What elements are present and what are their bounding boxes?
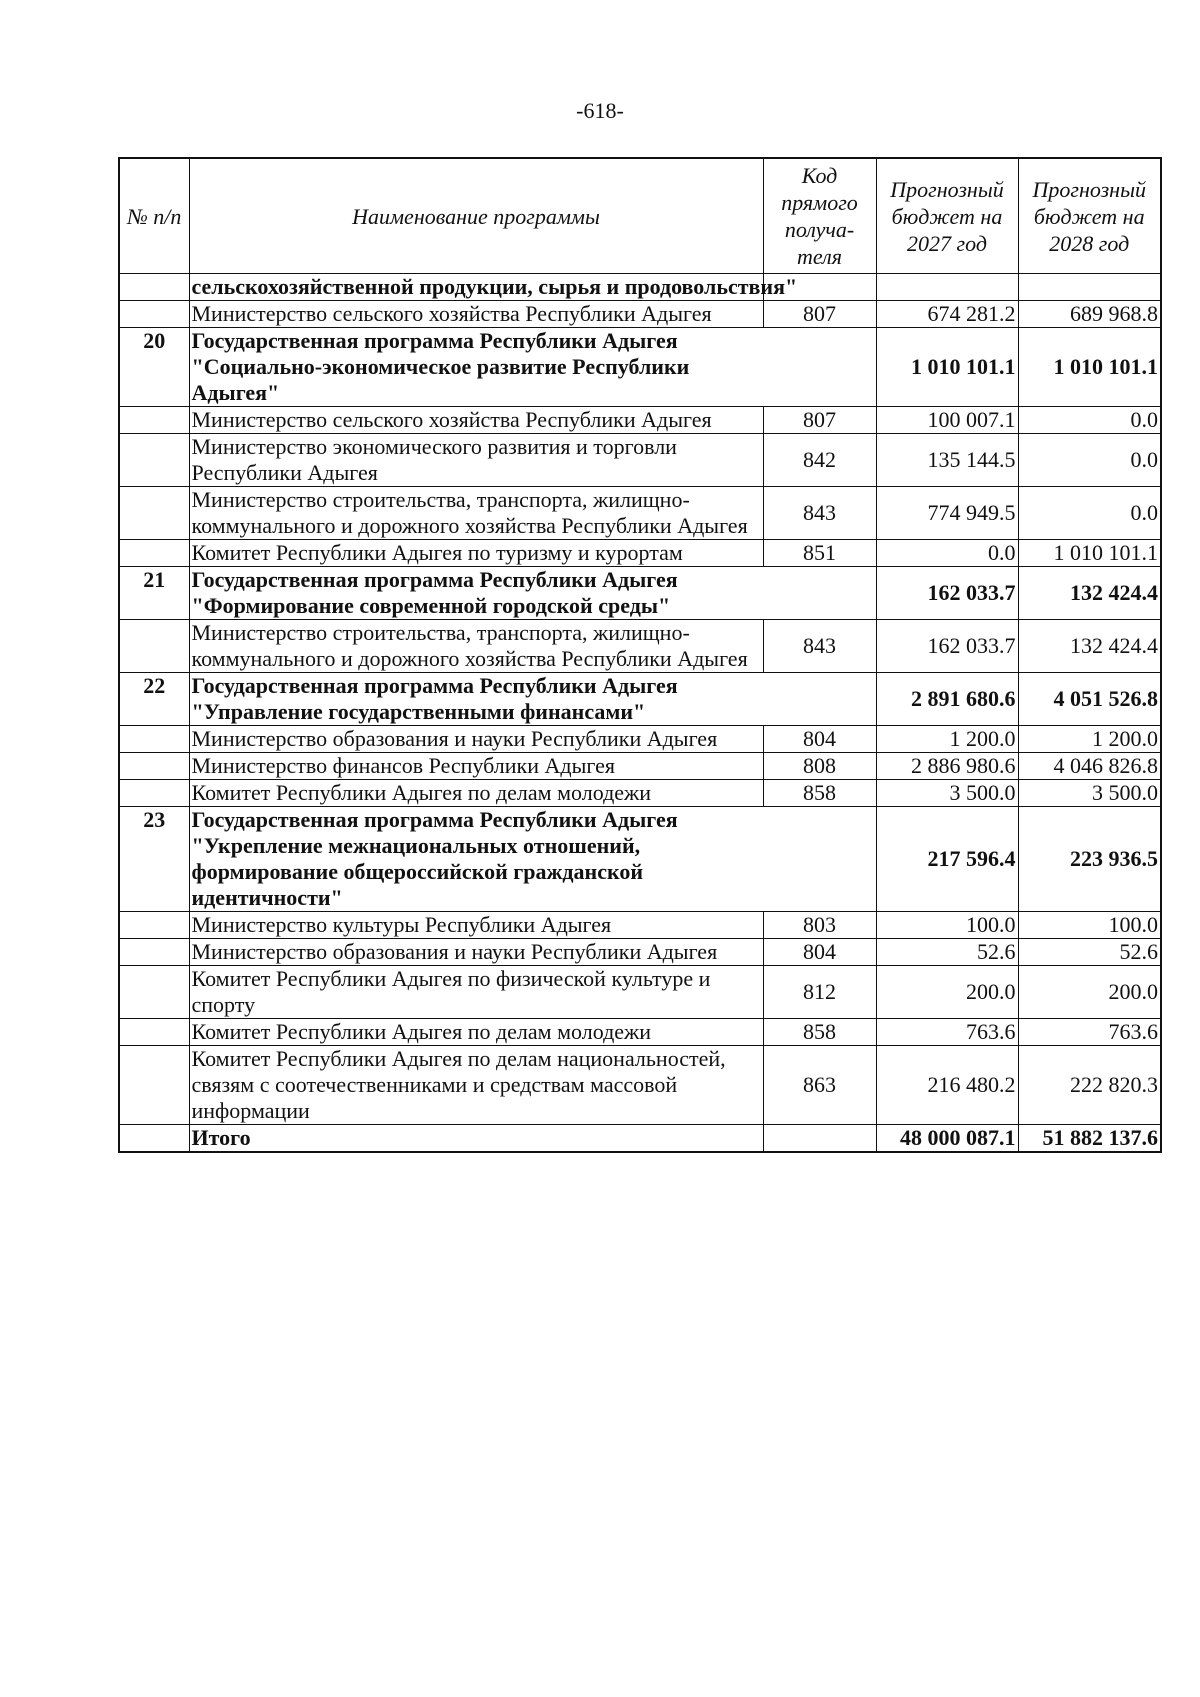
row-budget-2028: 689 968.8 [1018,301,1161,328]
table-row [119,434,1161,487]
row-budget-2027: 135 144.5 [876,434,1018,487]
row-number [119,434,189,487]
row-name: Комитет Республики Адыгея по физической культуре и спорту [189,966,763,1019]
row-name: Министерство культуры Республики Адыгея [189,912,763,939]
row-budget-2028: 132 424.4 [1018,620,1161,673]
total-2028: 51 882 137.6 [1018,1125,1161,1153]
row-budget-2027: 3 500.0 [876,780,1018,807]
row-budget-2027 [876,274,1018,301]
row-code: 843 [763,487,876,540]
row-code: 842 [763,434,876,487]
row-budget-2027: 1 200.0 [876,726,1018,753]
row-budget-2027: 162 033.7 [876,620,1018,673]
row-budget-2027: 1 010 101.1 [876,328,1018,407]
row-budget-2028: 1 010 101.1 [1018,540,1161,567]
row-name: Министерство сельского хозяйства Республики Адыгея [189,407,763,434]
row-name: Комитет Республики Адыгея по делам молодежи [189,1019,763,1046]
row-name: Комитет Республики Адыгея по делам молодежи [189,780,763,807]
row-budget-2027: 2 891 680.6 [876,673,1018,726]
table-row [119,726,1161,753]
row-name: Государственная программа Республики Адыгея "Управление государственными финансами" [189,673,763,726]
row-number [119,487,189,540]
row-budget-2028: 200.0 [1018,966,1161,1019]
row-name: Государственная программа Республики Адыгея "Укрепление межнациональных отношений, формирование общероссийской гражданской идентичности" [189,807,763,912]
program-row [119,567,1161,620]
row-code: 804 [763,939,876,966]
page-number: -618- [576,98,624,123]
row-code: 858 [763,780,876,807]
row-code [763,673,876,726]
row-budget-2027: 217 596.4 [876,807,1018,912]
table-row [119,753,1161,780]
row-budget-2028: 1 200.0 [1018,726,1161,753]
total-code-cell [763,1125,876,1153]
row-number: 23 [119,807,189,912]
row-number [119,939,189,966]
table-row [119,1019,1161,1046]
row-budget-2027: 100.0 [876,912,1018,939]
total-2027: 48 000 087.1 [876,1125,1018,1153]
row-budget-2028: 0.0 [1018,434,1161,487]
row-name: Комитет Республики Адыгея по делам национальностей, связям с соотечественниками и средствам массовой информации [189,1046,763,1125]
row-code [763,807,876,912]
table-row [119,620,1161,673]
row-budget-2027: 0.0 [876,540,1018,567]
row-code: 843 [763,620,876,673]
row-name: Министерство строительства, транспорта, жилищно-коммунального и дорожного хозяйства Республики Адыгея [189,620,763,673]
row-budget-2028: 223 936.5 [1018,807,1161,912]
row-budget-2028: 1 010 101.1 [1018,328,1161,407]
row-budget-2027: 674 281.2 [876,301,1018,328]
table-body [119,274,1161,1125]
row-budget-2027: 216 480.2 [876,1046,1018,1125]
row-number: 22 [119,673,189,726]
row-budget-2028: 222 820.3 [1018,1046,1161,1125]
row-code: 804 [763,726,876,753]
row-budget-2028: 4 046 826.8 [1018,753,1161,780]
table-row [119,1046,1161,1125]
table-row [119,487,1161,540]
table-row [119,407,1161,434]
table-row [119,780,1161,807]
header-budget-2027: Прогнозный бюджет на 2027 год [876,158,1018,274]
row-number [119,301,189,328]
row-code [763,567,876,620]
table-row [119,301,1161,328]
table-row [119,966,1161,1019]
header-budget-2028: Прогнозный бюджет на 2028 год [1018,158,1161,274]
row-name: Министерство сельского хозяйства Республики Адыгея [189,301,763,328]
total-row [119,1125,1161,1153]
program-row [119,673,1161,726]
table-header-row [119,158,1161,274]
row-code: 803 [763,912,876,939]
row-budget-2028: 52.6 [1018,939,1161,966]
continuation-row [119,274,1161,301]
header-code: Код прямого получа-теля [763,158,876,274]
row-code [763,328,876,407]
row-budget-2027: 52.6 [876,939,1018,966]
row-name: Государственная программа Республики Адыгея "Социально-экономическое развитие Республики Адыгея" [189,328,763,407]
row-number [119,966,189,1019]
row-number [119,726,189,753]
table-row [119,912,1161,939]
row-budget-2028: 132 424.4 [1018,567,1161,620]
total-num-cell [119,1125,189,1153]
row-budget-2028: 4 051 526.8 [1018,673,1161,726]
row-budget-2027: 100 007.1 [876,407,1018,434]
row-number [119,1019,189,1046]
total-label: Итого [189,1125,763,1153]
row-budget-2027: 2 886 980.6 [876,753,1018,780]
row-code: 808 [763,753,876,780]
row-name: Государственная программа Республики Адыгея "Формирование современной городской среды" [189,567,763,620]
row-name: сельскохозяйственной продукции, сырья и продовольствия" [189,274,763,301]
row-budget-2028: 763.6 [1018,1019,1161,1046]
header-name: Наименование программы [189,158,763,274]
row-name: Министерство строительства, транспорта, жилищно-коммунального и дорожного хозяйства Республики Адыгея [189,487,763,540]
row-number [119,780,189,807]
row-code: 807 [763,301,876,328]
row-budget-2027: 200.0 [876,966,1018,1019]
row-budget-2028: 0.0 [1018,407,1161,434]
row-number [119,912,189,939]
table-row [119,540,1161,567]
program-row [119,807,1161,912]
row-code: 863 [763,1046,876,1125]
row-code: 812 [763,966,876,1019]
row-name: Комитет Республики Адыгея по туризму и курортам [189,540,763,567]
budget-table [118,157,1162,1153]
row-code: 851 [763,540,876,567]
row-number [119,620,189,673]
row-name: Министерство образования и науки Республики Адыгея [189,726,763,753]
row-budget-2028: 100.0 [1018,912,1161,939]
header-num: № п/п [119,158,189,274]
row-number [119,407,189,434]
row-budget-2027: 162 033.7 [876,567,1018,620]
row-budget-2028 [1018,274,1161,301]
row-number [119,1046,189,1125]
program-row [119,328,1161,407]
row-number [119,540,189,567]
row-name: Министерство образования и науки Республики Адыгея [189,939,763,966]
row-budget-2028: 3 500.0 [1018,780,1161,807]
table-row [119,939,1161,966]
row-name: Министерство финансов Республики Адыгея [189,753,763,780]
row-number: 20 [119,328,189,407]
row-number: 21 [119,567,189,620]
row-code: 858 [763,1019,876,1046]
row-budget-2027: 763.6 [876,1019,1018,1046]
row-budget-2028: 0.0 [1018,487,1161,540]
row-number [119,753,189,780]
row-code: 807 [763,407,876,434]
row-name: Министерство экономического развития и торговли Республики Адыгея [189,434,763,487]
row-budget-2027: 774 949.5 [876,487,1018,540]
row-number [119,274,189,301]
